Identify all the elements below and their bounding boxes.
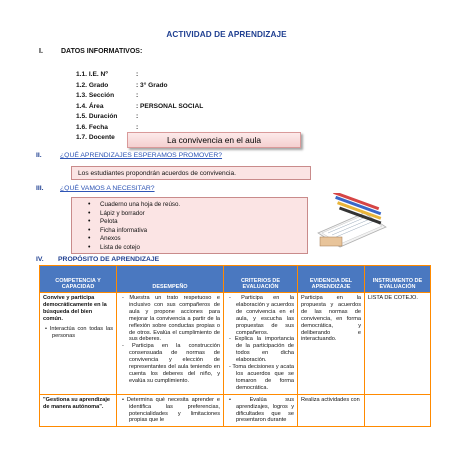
header-desempeno: DESEMPEÑO <box>117 266 224 293</box>
learning-purpose-table <box>39 265 431 427</box>
section-2-title: ¿QUÉ APRENDIZAJES ESPERAMOS PROMOVER? <box>60 152 223 159</box>
info-row-docente: 1.7. Docente <box>76 134 115 141</box>
cell-desempeno <box>117 293 224 395</box>
info-row-fecha: 1.6. Fecha : <box>76 123 139 131</box>
table-row <box>40 293 431 395</box>
section-3-heading <box>36 185 155 192</box>
desempeno-item: - Muestra un trato respetuoso e inclusivo con sus compañeros de aula y propone acciones para mejorar la convivencia a partir de la reflexión sobre conductas propias o de otros. Evalúa el cumplimiento de sus deberes. <box>120 295 220 343</box>
cell-competencia-2 <box>40 394 117 427</box>
info-row-grado: 1.2. Grado : 3° Grado <box>76 81 168 89</box>
cell-evidencia-2: Realiza actividades con <box>298 394 365 427</box>
header-competencia: COMPETENCIA Y CAPACIDAD <box>40 266 117 293</box>
section-4-number: IV. <box>36 256 44 263</box>
materials-list <box>72 198 307 252</box>
section-3-number: III. <box>36 185 44 192</box>
materials-box <box>71 197 308 254</box>
section-4-title: PROPÓSITO DE APRENDIZAJE <box>58 256 160 263</box>
capacidad-text: • Interactúa con todas las personas <box>43 326 113 340</box>
document-title: ACTIVIDAD DE APRENDIZAJE <box>166 30 287 39</box>
cell-instrumento-2 <box>365 394 431 427</box>
section-3-title: ¿QUÉ VAMOS A NECESITAR? <box>60 185 155 192</box>
header-instrumento: INSTRUMENTO DE EVALUACIÓN <box>365 266 431 293</box>
header-evidencia: EVIDENCIA DEL APRENDIZAJE <box>298 266 365 293</box>
cell-evidencia: Participa en la propuesta y acuerdos de las normas de convivencia, en forma democrática, y deliberando e interactuando. <box>298 293 365 395</box>
criterio-item: - Toma decisiones y acata los acuerdos que se tomaron de forma democrática. <box>227 364 294 392</box>
table-row <box>40 394 431 427</box>
material-item: • Ficha informativa <box>100 227 307 236</box>
section-2-number: II. <box>36 152 42 159</box>
criterio-item: - Participa en la elaboración y acuerdos de convivencia en el aula, y escucha las propuestas de sus compañeros. <box>227 295 294 336</box>
learning-goal-box: Los estudiantes propondrán acuerdos de convivencia. <box>71 166 311 180</box>
criterios-2-text: • Evalúa sus aprendizajes, logros y dificultades que se presentaron durante <box>227 397 294 425</box>
header-criterios: CRITERIOS DE EVALUACIÓN <box>224 266 298 293</box>
desempeno-item: - Participa en la construcción consensuada de normas de convivencia y elección de representantes del aula teniendo en cuenta los deberes del niño, y evalúa su cumplimiento. <box>120 343 220 384</box>
cell-competencia <box>40 293 117 395</box>
competencia-text: Convive y participa democráticamente en la búsqueda del bien común. <box>43 295 107 322</box>
topic-banner: La convivencia en el aula <box>127 132 301 148</box>
criterio-item: - Explica la importancia de la participación de todos en dicha elaboración. <box>227 336 294 364</box>
material-item: • Cuaderno una hoja de reúso. <box>100 201 307 210</box>
desempeno-2-text: • Determina qué necesita aprender e identifica las preferencias, potencialidades y limitaciones propias que le <box>120 397 220 425</box>
competencia-2-text: "Gestiona su aprendizaje de manera autónoma". <box>43 396 110 410</box>
material-item: • Pelota <box>100 218 307 227</box>
info-row-seccion: 1.3. Sección : <box>76 92 139 99</box>
info-row-duracion: 1.5. Duración : <box>76 113 139 120</box>
cell-instrumento: LISTA DE COTEJO. <box>365 293 431 395</box>
cell-criterios-2 <box>224 394 298 427</box>
school-supplies-illustration <box>312 193 390 251</box>
material-item: • Lista de cotejo <box>100 244 307 253</box>
info-row-area: 1.4. Área : PERSONAL SOCIAL <box>76 102 204 110</box>
section-2-heading <box>36 152 222 159</box>
section-4-heading <box>36 256 159 263</box>
section-1-heading <box>39 48 142 55</box>
section-1-title: DATOS INFORMATIVOS: <box>61 48 143 55</box>
material-item: • Anexos <box>100 235 307 244</box>
cell-criterios <box>224 293 298 395</box>
material-item: • Lápiz y borrador <box>100 210 307 219</box>
section-1-number: I. <box>39 48 43 55</box>
info-row-ie: 1.1. I.E. Nº : <box>76 71 139 78</box>
cell-desempeno-2 <box>117 394 224 427</box>
table-header-row <box>40 266 431 293</box>
